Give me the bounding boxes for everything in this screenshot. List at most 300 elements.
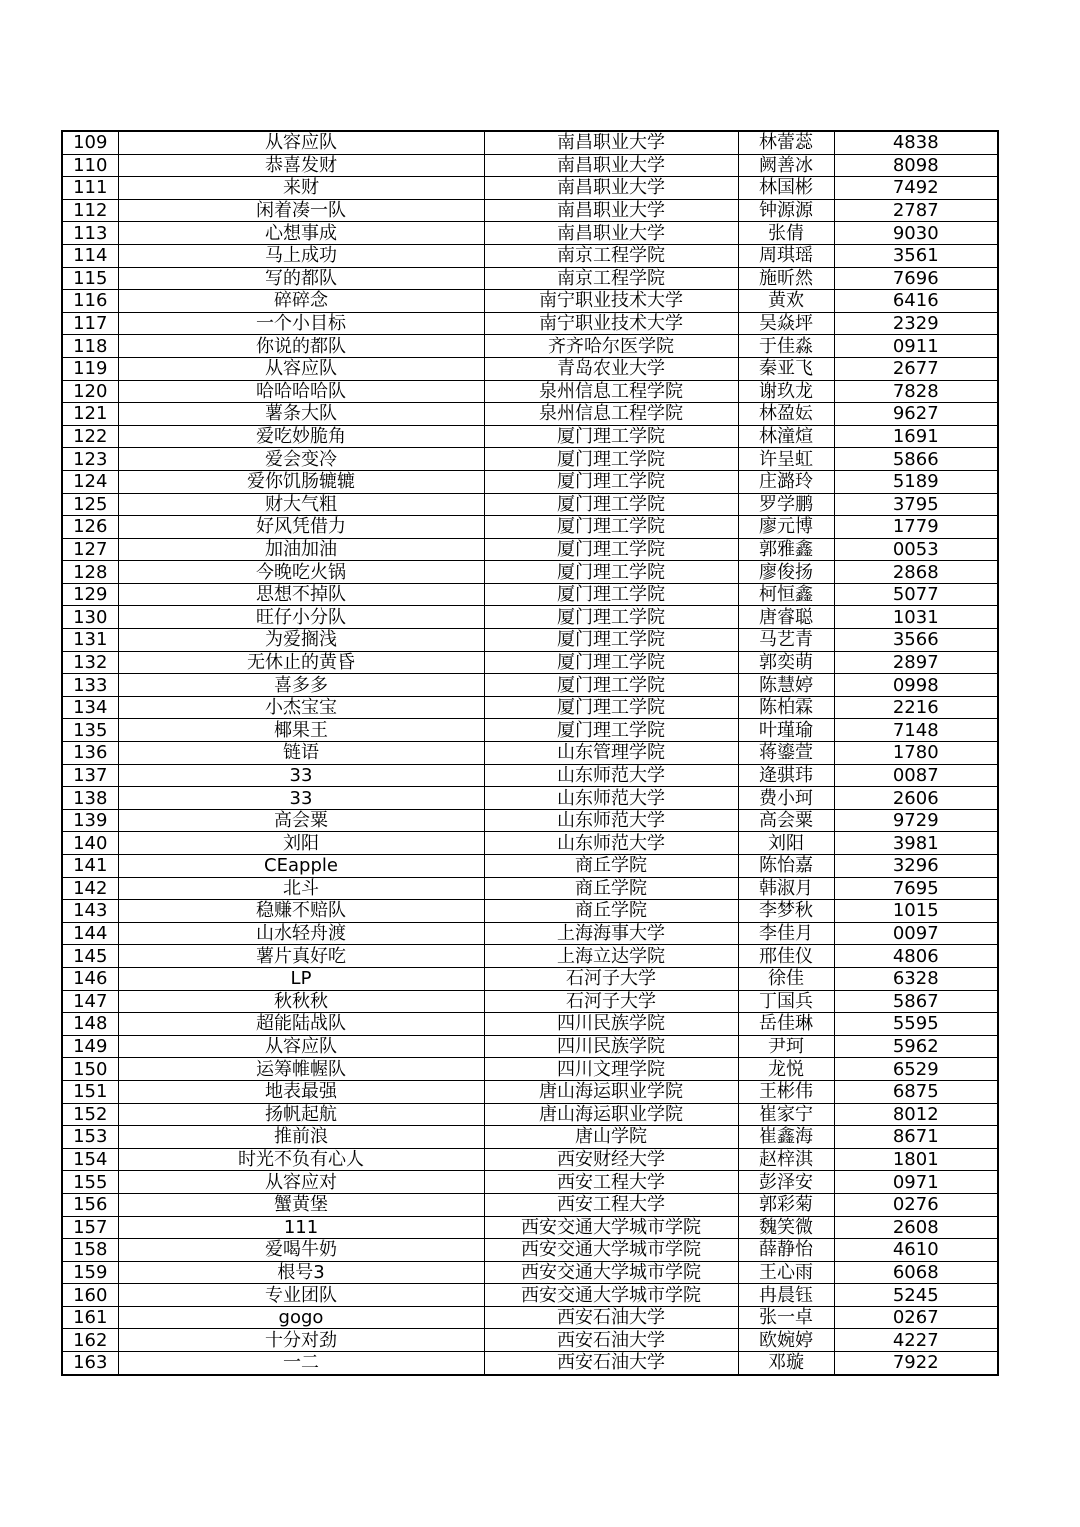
row-number-cell: 126 <box>62 516 118 539</box>
row-number-cell: 113 <box>62 222 118 245</box>
table-row <box>62 1329 998 1352</box>
team-name-cell: 从容应队 <box>118 1035 484 1058</box>
table-row <box>62 538 998 561</box>
table-row <box>62 1284 998 1307</box>
row-number-cell: 145 <box>62 945 118 968</box>
team-name-cell: 稳赚不赔队 <box>118 900 484 923</box>
row-number-cell: 141 <box>62 855 118 878</box>
member-name-cell: 许呈虹 <box>738 448 834 471</box>
code-cell: 2787 <box>834 199 998 222</box>
row-number-cell: 140 <box>62 832 118 855</box>
row-number-cell: 161 <box>62 1306 118 1329</box>
code-cell: 7695 <box>834 877 998 900</box>
results-table <box>61 130 999 1376</box>
table-row <box>62 312 998 335</box>
code-cell: 7492 <box>834 177 998 200</box>
team-name-cell: 链语 <box>118 742 484 765</box>
member-name-cell: 徐佳 <box>738 967 834 990</box>
row-number-cell: 131 <box>62 629 118 652</box>
member-name-cell: 丁国兵 <box>738 990 834 1013</box>
table-row <box>62 719 998 742</box>
school-cell: 唐山海运职业学院 <box>484 1103 738 1126</box>
code-cell: 1780 <box>834 742 998 765</box>
code-cell: 5595 <box>834 1013 998 1036</box>
member-name-cell: 岳佳琳 <box>738 1013 834 1036</box>
row-number-cell: 109 <box>62 131 118 154</box>
team-name-cell: 旺仔小分队 <box>118 606 484 629</box>
table-row <box>62 945 998 968</box>
member-name-cell: 魏笑微 <box>738 1216 834 1239</box>
school-cell: 厦门理工学院 <box>484 674 738 697</box>
row-number-cell: 120 <box>62 380 118 403</box>
team-name-cell: 你说的都队 <box>118 335 484 358</box>
member-name-cell: 高会粟 <box>738 809 834 832</box>
school-cell: 山东师范大学 <box>484 764 738 787</box>
member-name-cell: 陈怡嘉 <box>738 855 834 878</box>
team-name-cell: gogo <box>118 1306 484 1329</box>
school-cell: 四川民族学院 <box>484 1035 738 1058</box>
table-row <box>62 1216 998 1239</box>
team-name-cell: 恭喜发财 <box>118 154 484 177</box>
table-row <box>62 222 998 245</box>
member-name-cell: 冉晨钰 <box>738 1284 834 1307</box>
school-cell: 西安财经大学 <box>484 1148 738 1171</box>
school-cell: 泉州信息工程学院 <box>484 380 738 403</box>
row-number-cell: 118 <box>62 335 118 358</box>
row-number-cell: 157 <box>62 1216 118 1239</box>
school-cell: 南昌职业大学 <box>484 222 738 245</box>
team-name-cell: 喜多多 <box>118 674 484 697</box>
code-cell: 6875 <box>834 1080 998 1103</box>
school-cell: 西安石油大学 <box>484 1329 738 1352</box>
code-cell: 0998 <box>834 674 998 697</box>
team-name-cell: 一二 <box>118 1352 484 1375</box>
row-number-cell: 114 <box>62 244 118 267</box>
row-number-cell: 149 <box>62 1035 118 1058</box>
school-cell: 南京工程学院 <box>484 244 738 267</box>
code-cell: 1779 <box>834 516 998 539</box>
team-name-cell: 爱会变冷 <box>118 448 484 471</box>
row-number-cell: 121 <box>62 403 118 426</box>
code-cell: 9627 <box>834 403 998 426</box>
school-cell: 南昌职业大学 <box>484 131 738 154</box>
team-name-cell: 一个小目标 <box>118 312 484 335</box>
school-cell: 西安交通大学城市学院 <box>484 1261 738 1284</box>
code-cell: 6328 <box>834 967 998 990</box>
code-cell: 9729 <box>834 809 998 832</box>
member-name-cell: 邢佳仪 <box>738 945 834 968</box>
row-number-cell: 115 <box>62 267 118 290</box>
team-name-cell: 无休止的黄昏 <box>118 651 484 674</box>
member-name-cell: 张倩 <box>738 222 834 245</box>
table-row <box>62 1148 998 1171</box>
team-name-cell: 从容应对 <box>118 1171 484 1194</box>
table-row <box>62 1193 998 1216</box>
school-cell: 厦门理工学院 <box>484 538 738 561</box>
code-cell: 2897 <box>834 651 998 674</box>
code-cell: 0267 <box>834 1306 998 1329</box>
member-name-cell: 郭奕萌 <box>738 651 834 674</box>
table-row <box>62 380 998 403</box>
table-row <box>62 674 998 697</box>
table-row <box>62 1261 998 1284</box>
team-name-cell: 小杰宝宝 <box>118 696 484 719</box>
code-cell: 0097 <box>834 922 998 945</box>
code-cell: 7828 <box>834 380 998 403</box>
team-name-cell: 思想不掉队 <box>118 583 484 606</box>
school-cell: 厦门理工学院 <box>484 696 738 719</box>
table-row <box>62 516 998 539</box>
member-name-cell: 韩淑月 <box>738 877 834 900</box>
school-cell: 厦门理工学院 <box>484 606 738 629</box>
school-cell: 四川文理学院 <box>484 1058 738 1081</box>
member-name-cell: 林国彬 <box>738 177 834 200</box>
row-number-cell: 153 <box>62 1126 118 1149</box>
table-row <box>62 131 998 154</box>
code-cell: 1031 <box>834 606 998 629</box>
code-cell: 3566 <box>834 629 998 652</box>
school-cell: 厦门理工学院 <box>484 629 738 652</box>
team-name-cell: 为爱搁浅 <box>118 629 484 652</box>
school-cell: 上海海事大学 <box>484 922 738 945</box>
team-name-cell: 111 <box>118 1216 484 1239</box>
member-name-cell: 王心雨 <box>738 1261 834 1284</box>
row-number-cell: 151 <box>62 1080 118 1103</box>
table-row <box>62 764 998 787</box>
table-row <box>62 967 998 990</box>
member-name-cell: 唐睿聪 <box>738 606 834 629</box>
member-name-cell: 柯恒鑫 <box>738 583 834 606</box>
row-number-cell: 144 <box>62 922 118 945</box>
row-number-cell: 156 <box>62 1193 118 1216</box>
school-cell: 西安石油大学 <box>484 1306 738 1329</box>
row-number-cell: 134 <box>62 696 118 719</box>
team-name-cell: 马上成功 <box>118 244 484 267</box>
school-cell: 西安交通大学城市学院 <box>484 1239 738 1262</box>
code-cell: 5866 <box>834 448 998 471</box>
code-cell: 9030 <box>834 222 998 245</box>
team-name-cell: 薯条大队 <box>118 403 484 426</box>
code-cell: 3795 <box>834 493 998 516</box>
code-cell: 5077 <box>834 583 998 606</box>
team-name-cell: 加油加油 <box>118 538 484 561</box>
member-name-cell: 叶瑾瑜 <box>738 719 834 742</box>
member-name-cell: 陈慧婷 <box>738 674 834 697</box>
code-cell: 2329 <box>834 312 998 335</box>
row-number-cell: 116 <box>62 290 118 313</box>
school-cell: 石河子大学 <box>484 967 738 990</box>
member-name-cell: 邓璇 <box>738 1352 834 1375</box>
team-name-cell: 碎碎念 <box>118 290 484 313</box>
row-number-cell: 159 <box>62 1261 118 1284</box>
school-cell: 西安石油大学 <box>484 1352 738 1375</box>
member-name-cell: 尹珂 <box>738 1035 834 1058</box>
row-number-cell: 155 <box>62 1171 118 1194</box>
table-row <box>62 244 998 267</box>
row-number-cell: 122 <box>62 425 118 448</box>
row-number-cell: 162 <box>62 1329 118 1352</box>
team-name-cell: 薯片真好吃 <box>118 945 484 968</box>
table-row <box>62 267 998 290</box>
team-name-cell: 时光不负有心人 <box>118 1148 484 1171</box>
team-name-cell: 从容应队 <box>118 131 484 154</box>
row-number-cell: 135 <box>62 719 118 742</box>
school-cell: 厦门理工学院 <box>484 651 738 674</box>
table-row <box>62 1080 998 1103</box>
team-name-cell: 心想事成 <box>118 222 484 245</box>
table-row <box>62 877 998 900</box>
school-cell: 唐山学院 <box>484 1126 738 1149</box>
table-row <box>62 696 998 719</box>
team-name-cell: CEapple <box>118 855 484 878</box>
row-number-cell: 130 <box>62 606 118 629</box>
table-row <box>62 1126 998 1149</box>
code-cell: 8098 <box>834 154 998 177</box>
member-name-cell: 于佳淼 <box>738 335 834 358</box>
school-cell: 厦门理工学院 <box>484 470 738 493</box>
member-name-cell: 黄欢 <box>738 290 834 313</box>
member-name-cell: 马艺青 <box>738 629 834 652</box>
member-name-cell: 李梦秋 <box>738 900 834 923</box>
table-row <box>62 403 998 426</box>
row-number-cell: 150 <box>62 1058 118 1081</box>
table-row <box>62 1058 998 1081</box>
code-cell: 4227 <box>834 1329 998 1352</box>
row-number-cell: 160 <box>62 1284 118 1307</box>
school-cell: 西安交通大学城市学院 <box>484 1216 738 1239</box>
row-number-cell: 147 <box>62 990 118 1013</box>
member-name-cell: 王彬伟 <box>738 1080 834 1103</box>
code-cell: 7922 <box>834 1352 998 1375</box>
code-cell: 1015 <box>834 900 998 923</box>
member-name-cell: 林潼煊 <box>738 425 834 448</box>
table-row <box>62 922 998 945</box>
member-name-cell: 蒋鎏萱 <box>738 742 834 765</box>
school-cell: 商丘学院 <box>484 900 738 923</box>
school-cell: 厦门理工学院 <box>484 493 738 516</box>
school-cell: 厦门理工学院 <box>484 448 738 471</box>
table-row <box>62 855 998 878</box>
member-name-cell: 崔鑫海 <box>738 1126 834 1149</box>
member-name-cell: 刘阳 <box>738 832 834 855</box>
member-name-cell: 逄骐玮 <box>738 764 834 787</box>
team-name-cell: 运筹帷幄队 <box>118 1058 484 1081</box>
row-number-cell: 163 <box>62 1352 118 1375</box>
school-cell: 唐山海运职业学院 <box>484 1080 738 1103</box>
code-cell: 5189 <box>834 470 998 493</box>
code-cell: 4838 <box>834 131 998 154</box>
code-cell: 3981 <box>834 832 998 855</box>
team-name-cell: 地表最强 <box>118 1080 484 1103</box>
row-number-cell: 112 <box>62 199 118 222</box>
row-number-cell: 148 <box>62 1013 118 1036</box>
team-name-cell: 刘阳 <box>118 832 484 855</box>
row-number-cell: 123 <box>62 448 118 471</box>
table-row <box>62 900 998 923</box>
school-cell: 西安工程大学 <box>484 1193 738 1216</box>
school-cell: 厦门理工学院 <box>484 516 738 539</box>
member-name-cell: 郭彩菊 <box>738 1193 834 1216</box>
code-cell: 3561 <box>834 244 998 267</box>
member-name-cell: 阙善冰 <box>738 154 834 177</box>
row-number-cell: 125 <box>62 493 118 516</box>
team-name-cell: 秋秋秋 <box>118 990 484 1013</box>
team-name-cell: 专业团队 <box>118 1284 484 1307</box>
team-name-cell: 好风凭借力 <box>118 516 484 539</box>
code-cell: 0911 <box>834 335 998 358</box>
team-name-cell: 来财 <box>118 177 484 200</box>
row-number-cell: 152 <box>62 1103 118 1126</box>
team-name-cell: 财大气粗 <box>118 493 484 516</box>
row-number-cell: 111 <box>62 177 118 200</box>
member-name-cell: 吴焱坪 <box>738 312 834 335</box>
table-row <box>62 561 998 584</box>
member-name-cell: 钟源源 <box>738 199 834 222</box>
table-row <box>62 629 998 652</box>
school-cell: 厦门理工学院 <box>484 719 738 742</box>
row-number-cell: 138 <box>62 787 118 810</box>
school-cell: 山东师范大学 <box>484 787 738 810</box>
member-name-cell: 林盈妘 <box>738 403 834 426</box>
table-row <box>62 1352 998 1375</box>
team-name-cell: LP <box>118 967 484 990</box>
table-row <box>62 651 998 674</box>
school-cell: 上海立达学院 <box>484 945 738 968</box>
table-row <box>62 787 998 810</box>
code-cell: 6068 <box>834 1261 998 1284</box>
member-name-cell: 张一卓 <box>738 1306 834 1329</box>
member-name-cell: 秦亚飞 <box>738 357 834 380</box>
team-name-cell: 超能陆战队 <box>118 1013 484 1036</box>
member-name-cell: 罗学鹏 <box>738 493 834 516</box>
team-name-cell: 高会粟 <box>118 809 484 832</box>
table-row <box>62 290 998 313</box>
school-cell: 四川民族学院 <box>484 1013 738 1036</box>
row-number-cell: 136 <box>62 742 118 765</box>
code-cell: 1801 <box>834 1148 998 1171</box>
school-cell: 南宁职业技术大学 <box>484 290 738 313</box>
code-cell: 5962 <box>834 1035 998 1058</box>
team-name-cell: 爱你饥肠辘辘 <box>118 470 484 493</box>
team-name-cell: 扬帆起航 <box>118 1103 484 1126</box>
member-name-cell: 欧婉婷 <box>738 1329 834 1352</box>
code-cell: 7148 <box>834 719 998 742</box>
row-number-cell: 124 <box>62 470 118 493</box>
school-cell: 南昌职业大学 <box>484 177 738 200</box>
code-cell: 5867 <box>834 990 998 1013</box>
table-row <box>62 1306 998 1329</box>
row-number-cell: 129 <box>62 583 118 606</box>
school-cell: 山东师范大学 <box>484 809 738 832</box>
school-cell: 石河子大学 <box>484 990 738 1013</box>
row-number-cell: 139 <box>62 809 118 832</box>
school-cell: 西安工程大学 <box>484 1171 738 1194</box>
code-cell: 0053 <box>834 538 998 561</box>
code-cell: 6529 <box>834 1058 998 1081</box>
team-name-cell: 十分对劲 <box>118 1329 484 1352</box>
table-row <box>62 1171 998 1194</box>
team-name-cell: 写的都队 <box>118 267 484 290</box>
school-cell: 青岛农业大学 <box>484 357 738 380</box>
member-name-cell: 庄潞玲 <box>738 470 834 493</box>
school-cell: 泉州信息工程学院 <box>484 403 738 426</box>
code-cell: 4806 <box>834 945 998 968</box>
table-row <box>62 154 998 177</box>
row-number-cell: 143 <box>62 900 118 923</box>
team-name-cell: 北斗 <box>118 877 484 900</box>
team-name-cell: 今晚吃火锅 <box>118 561 484 584</box>
school-cell: 齐齐哈尔医学院 <box>484 335 738 358</box>
code-cell: 0971 <box>834 1171 998 1194</box>
code-cell: 4610 <box>834 1239 998 1262</box>
team-name-cell: 从容应队 <box>118 357 484 380</box>
row-number-cell: 132 <box>62 651 118 674</box>
table-row <box>62 493 998 516</box>
member-name-cell: 郭雅鑫 <box>738 538 834 561</box>
team-name-cell: 推前浪 <box>118 1126 484 1149</box>
table-row <box>62 1035 998 1058</box>
row-number-cell: 146 <box>62 967 118 990</box>
table-row <box>62 199 998 222</box>
code-cell: 2216 <box>834 696 998 719</box>
school-cell: 南京工程学院 <box>484 267 738 290</box>
school-cell: 厦门理工学院 <box>484 561 738 584</box>
member-name-cell: 薛静怡 <box>738 1239 834 1262</box>
school-cell: 厦门理工学院 <box>484 425 738 448</box>
table-row <box>62 583 998 606</box>
member-name-cell: 施昕然 <box>738 267 834 290</box>
school-cell: 南昌职业大学 <box>484 154 738 177</box>
code-cell: 6416 <box>834 290 998 313</box>
team-name-cell: 山水轻舟渡 <box>118 922 484 945</box>
code-cell: 2608 <box>834 1216 998 1239</box>
member-name-cell: 廖元博 <box>738 516 834 539</box>
member-name-cell: 费小珂 <box>738 787 834 810</box>
code-cell: 1691 <box>834 425 998 448</box>
code-cell: 2606 <box>834 787 998 810</box>
row-number-cell: 119 <box>62 357 118 380</box>
member-name-cell: 赵梓淇 <box>738 1148 834 1171</box>
row-number-cell: 142 <box>62 877 118 900</box>
table-row <box>62 425 998 448</box>
table-row <box>62 809 998 832</box>
code-cell: 8012 <box>834 1103 998 1126</box>
school-cell: 厦门理工学院 <box>484 583 738 606</box>
table-row <box>62 832 998 855</box>
row-number-cell: 110 <box>62 154 118 177</box>
school-cell: 商丘学院 <box>484 855 738 878</box>
team-name-cell: 哈哈哈哈队 <box>118 380 484 403</box>
table-row <box>62 448 998 471</box>
table-row <box>62 1103 998 1126</box>
school-cell: 南昌职业大学 <box>484 199 738 222</box>
team-name-cell: 33 <box>118 764 484 787</box>
table-row <box>62 470 998 493</box>
school-cell: 山东管理学院 <box>484 742 738 765</box>
team-name-cell: 33 <box>118 787 484 810</box>
member-name-cell: 陈柏霖 <box>738 696 834 719</box>
team-name-cell: 椰果王 <box>118 719 484 742</box>
table-row <box>62 357 998 380</box>
team-name-cell: 根号3 <box>118 1261 484 1284</box>
member-name-cell: 崔家宁 <box>738 1103 834 1126</box>
code-cell: 0087 <box>834 764 998 787</box>
row-number-cell: 117 <box>62 312 118 335</box>
code-cell: 7696 <box>834 267 998 290</box>
member-name-cell: 周琪瑶 <box>738 244 834 267</box>
row-number-cell: 158 <box>62 1239 118 1262</box>
table-row <box>62 335 998 358</box>
